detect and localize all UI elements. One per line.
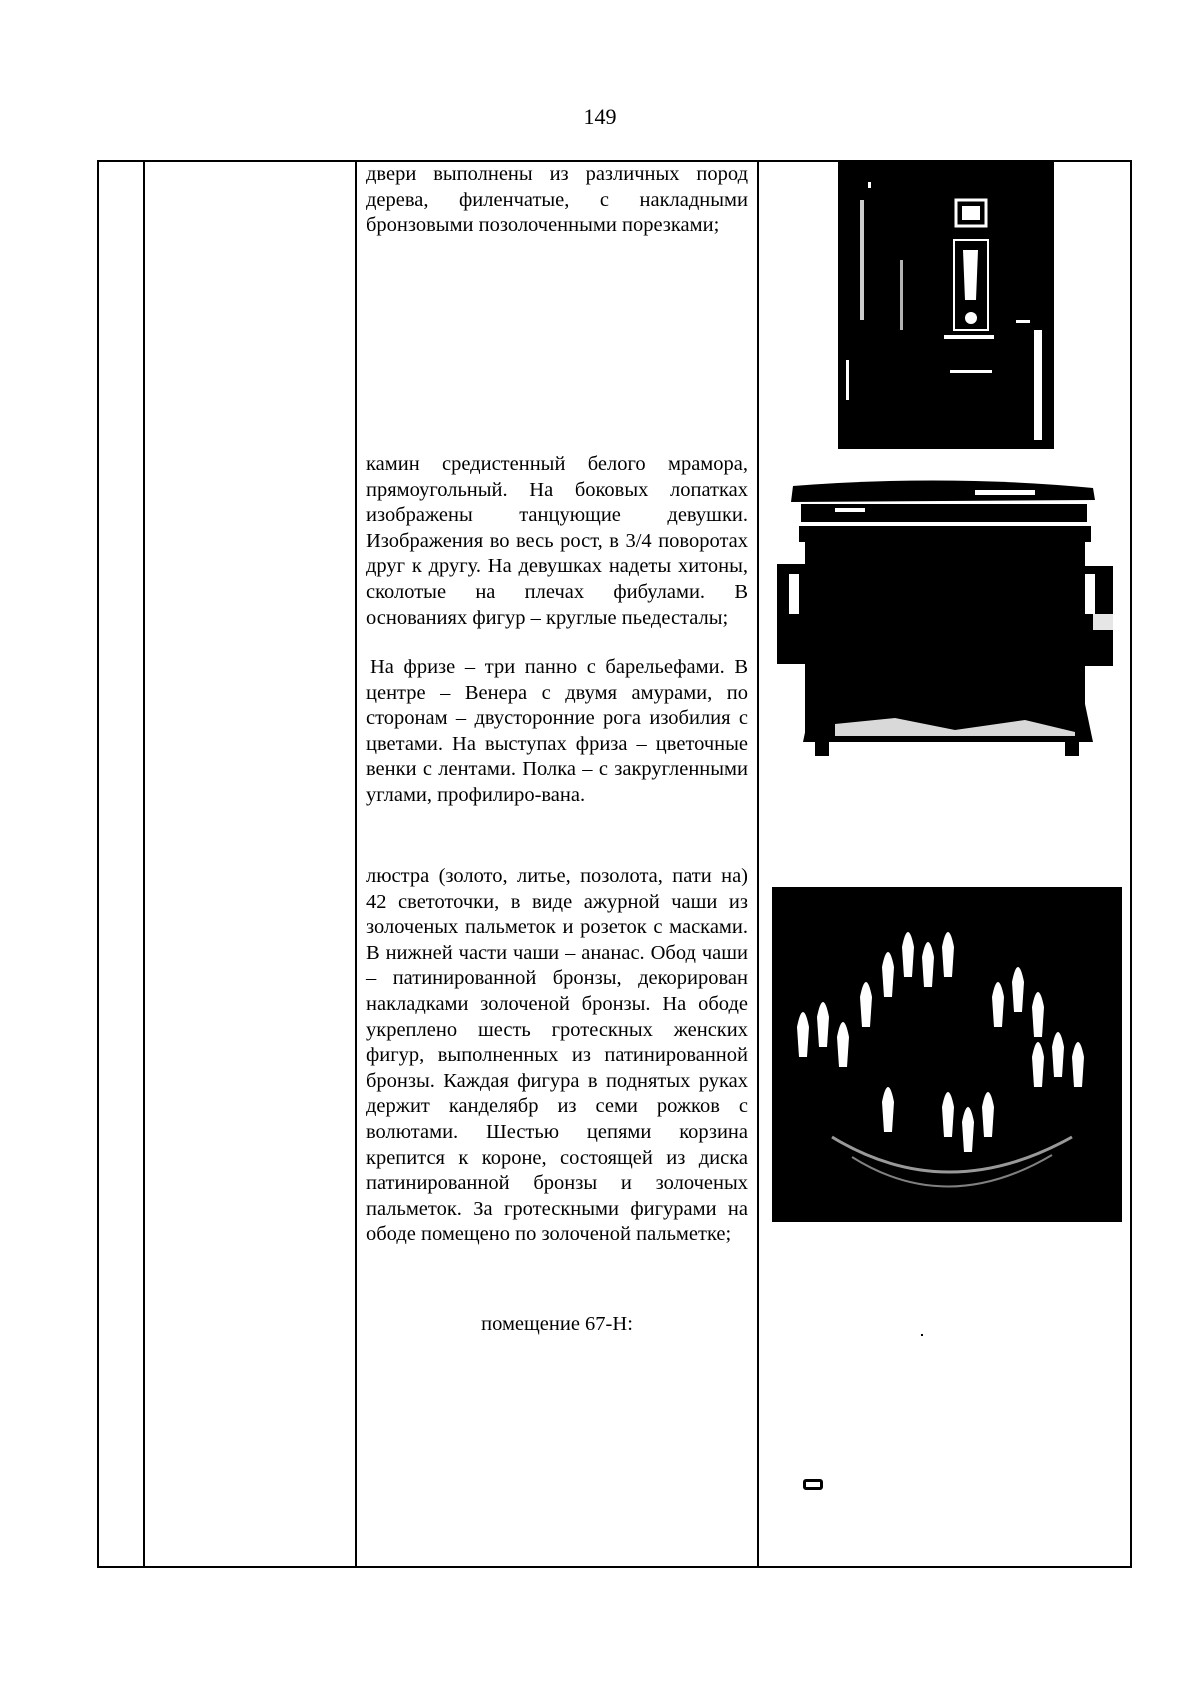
column-divider-3 [757, 162, 759, 1566]
frieze-description: На фризе – три панно с барельефами. В центре – Венера с двумя амурами, по сторонам – двусторонние рога изобилия с цветами. На выступах фриза – цветочные венки с лентами. Полка – с закругленными углами, профилиро-вана. [366, 656, 748, 806]
chandelier-description: люстра (золото, литье, позолота, пати на) 42 светоточки, в виде ажурной чаши из золоченых пальметок и розеток с масками. В нижней части чаши – ананас. Обод чаши – патинированной бронзы, декорирован накладками золоченой бронзы. На ободе укреплено шесть гротескных женских фигур, выполненных из патинированной бронзы. Каждая фигура в поднятых руках держит канделябр из семи рожков с волютами. Шестью цепями корзина крепится к короне, состоящей из диска патинированной бронзы и золоченых пальметок. За гротескными фигурами на ободе помещено по золоченой пальметке; [366, 865, 748, 1246]
fireplace-photo [775, 474, 1117, 758]
small-rectangle-mark [803, 1479, 823, 1490]
column-divider-2 [355, 162, 357, 1566]
fireplace-description: камин средистенный белого мрамора, прямоугольный. На боковых лопатках изображены танцующие девушки. Изображения во весь рост, в 3/4 поворотах друг к другу. На девушках надеты хитоны, сколотые на плечах фибулами. В основаниях фигур – круглые пьедесталы; [366, 453, 748, 629]
chandelier-photo [772, 887, 1122, 1222]
room-label: помещение 67-Н: [481, 1313, 633, 1335]
scan-speck [921, 1334, 923, 1336]
door-photo [838, 160, 1054, 449]
column-divider-1 [143, 162, 145, 1566]
doors-description: двери выполнены из различных пород дерева, филенчатые, с накладными бронзовыми позолоченными порезками; [366, 163, 748, 237]
page-number: 149 [583, 104, 617, 129]
